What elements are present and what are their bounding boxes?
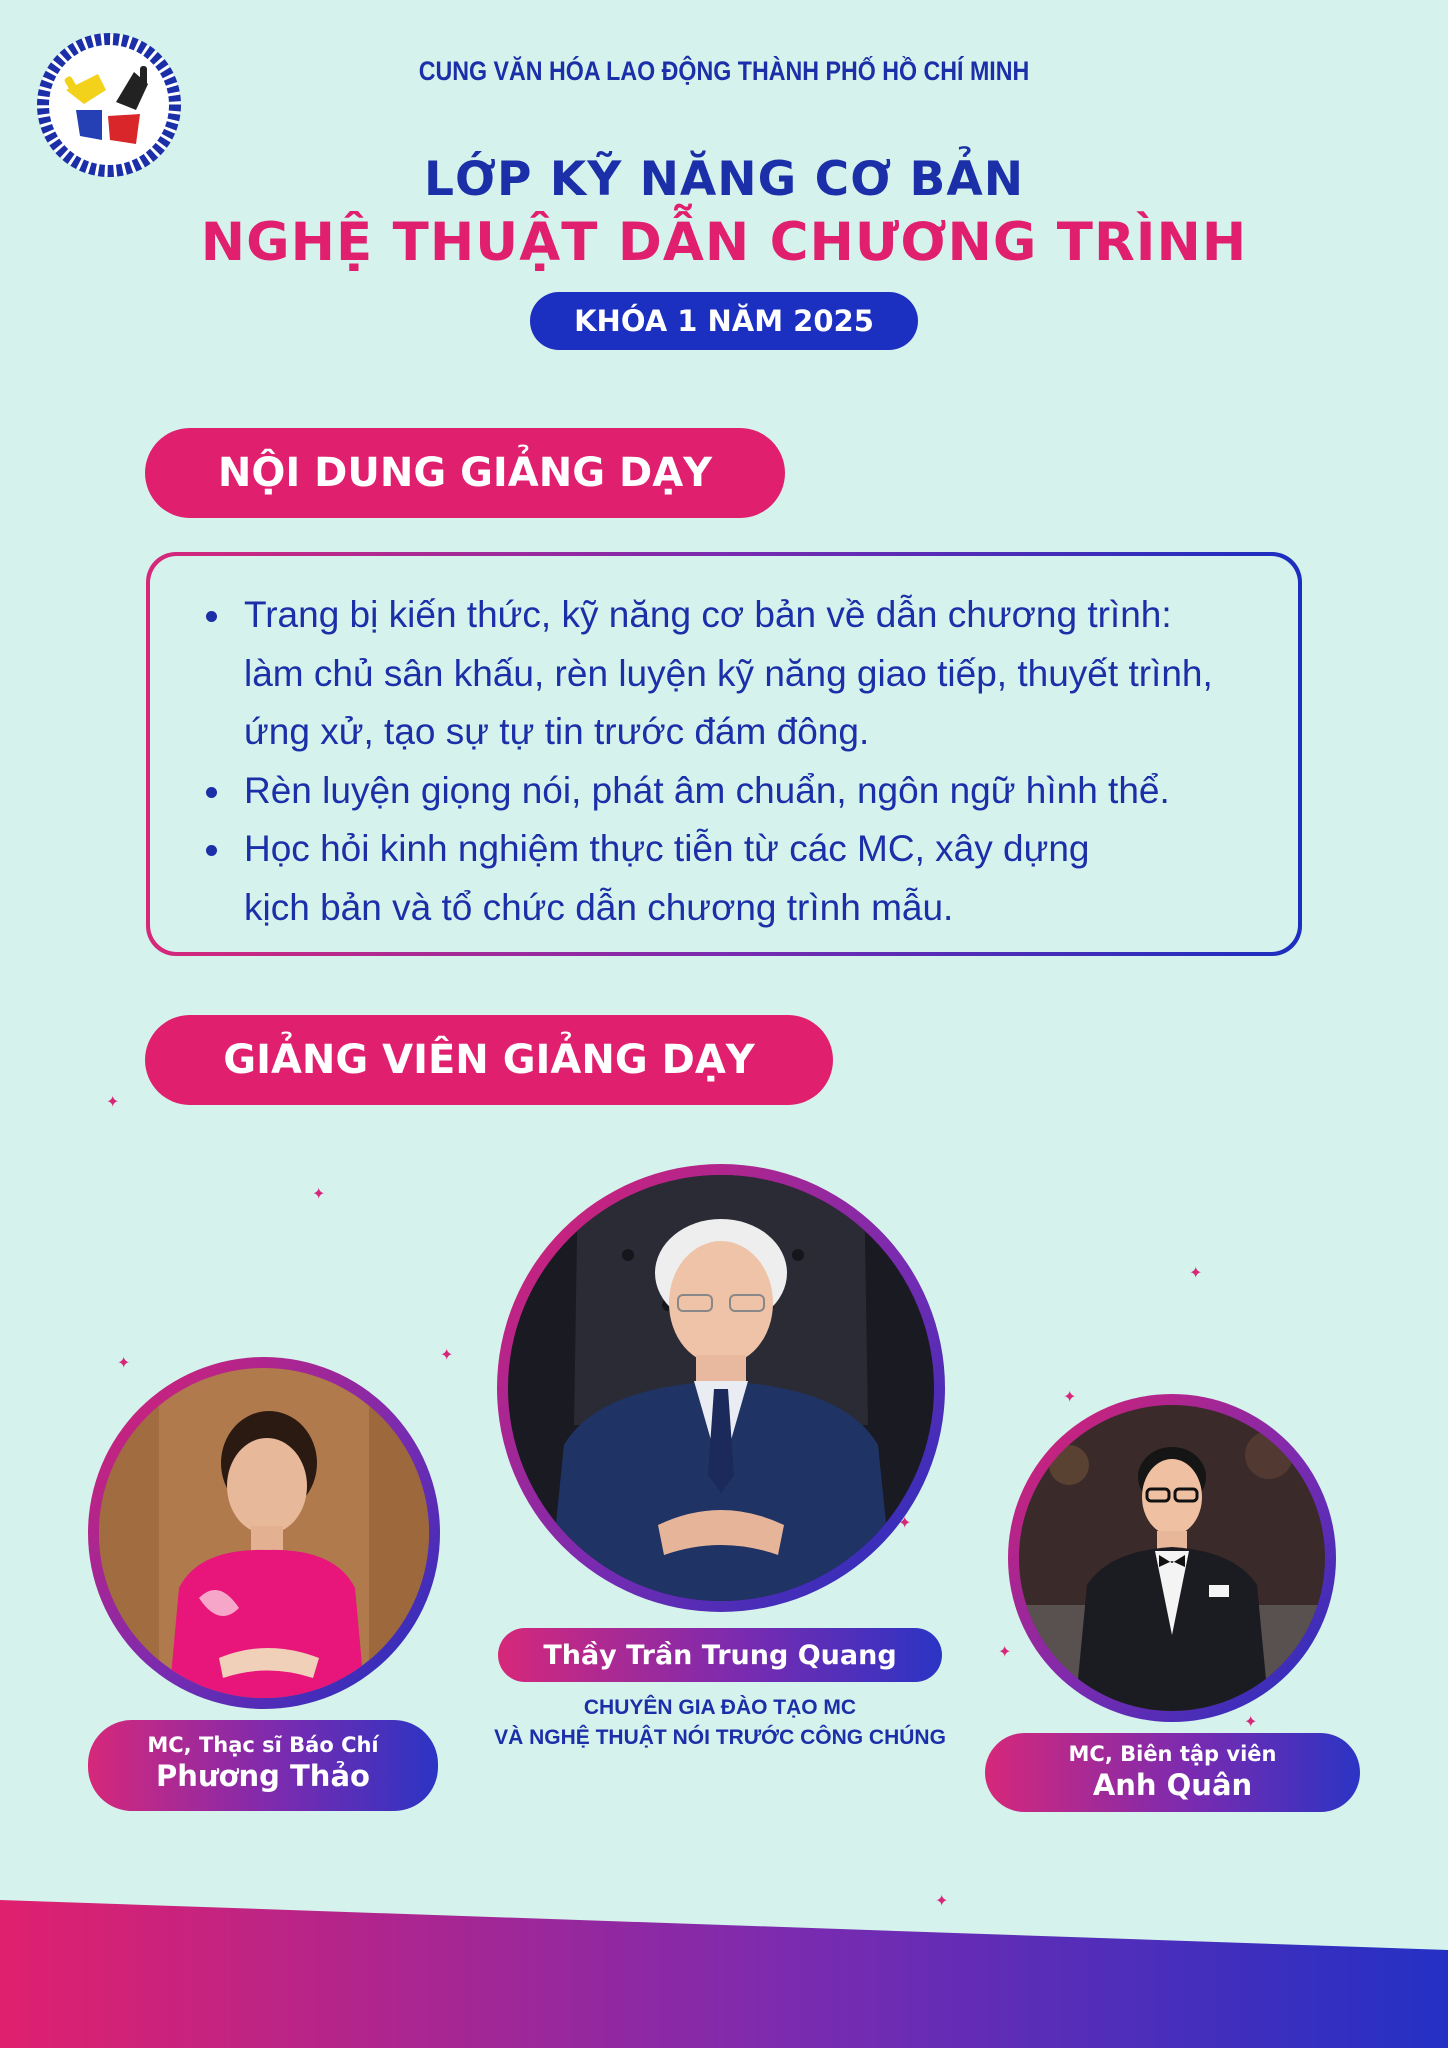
course-title-line1: LỚP KỸ NĂNG CƠ BẢN — [423, 152, 1025, 207]
sparkle-icon: ✦ — [1189, 1265, 1203, 1282]
teacher-name-badge-anh-quan — [985, 1733, 1360, 1812]
organization-name: CUNG VĂN HÓA LAO ĐỘNG THÀNH PHỐ HỒ CHÍ MINH — [418, 56, 1030, 86]
sparkle-icon: ✦ — [898, 1515, 912, 1532]
teacher-portrait-anh-quan — [1008, 1394, 1336, 1722]
sparkle-icon: ✦ — [106, 1094, 120, 1111]
teacher-title: MC, Thạc sĩ Báo Chí — [147, 1733, 379, 1757]
teacher-caption: CHUYÊN GIA ĐÀO TẠO MC VÀ NGHỆ THUẬT NÓI TRƯỚC CÔNG CHÚNG — [494, 1696, 946, 1749]
footer-gradient-band — [0, 1880, 1448, 2048]
list-item: Rèn luyện giọng nói, phát âm chuẩn, ngôn ngữ hình thể. — [204, 762, 1258, 821]
teacher-portrait-phuong-thao — [88, 1357, 440, 1709]
course-badge: KHÓA 1 NĂM 2025 — [530, 292, 918, 350]
teacher-name-badge-tran-trung-quang — [498, 1628, 942, 1682]
sparkle-icon: ✦ — [1244, 1714, 1258, 1731]
teacher-portrait-tran-trung-quang — [497, 1164, 945, 1612]
sparkle-icon: ✦ — [998, 1644, 1012, 1661]
teacher-name: Anh Quân — [1092, 1768, 1253, 1802]
teacher-name-badge-phuong-thao — [88, 1720, 438, 1811]
course-title-line2: NGHỆ THUẬT DẪN CHƯƠNG TRÌNH — [200, 212, 1248, 273]
teacher-name: Thầy Trần Trung Quang — [543, 1639, 897, 1671]
list-item: Trang bị kiến thức, kỹ năng cơ bản về dẫn chương trình: làm chủ sân khấu, rèn luyện kỹ năng giao tiếp, thuyết trình, ứng xử, tạo sự tự tin trước đám đông. — [204, 586, 1258, 762]
section-heading-teachers: GIẢNG VIÊN GIẢNG DẠY — [145, 1015, 833, 1105]
teacher-title: MC, Biên tập viên — [1068, 1742, 1277, 1766]
portrait-woman-icon — [99, 1368, 429, 1698]
sparkle-icon: ✦ — [935, 1893, 949, 1910]
content-box — [146, 552, 1302, 956]
sparkle-icon: ✦ — [117, 1355, 131, 1372]
content-bullet-list — [204, 586, 1258, 937]
teacher-name: Phương Thảo — [156, 1759, 370, 1793]
list-item: Học hỏi kinh nghiệm thực tiễn từ các MC, xây dựng kịch bản và tổ chức dẫn chương trình mẫu. — [204, 820, 1258, 937]
portrait-man-suit-icon — [508, 1175, 934, 1601]
sparkle-icon: ✦ — [312, 1186, 326, 1203]
section-heading-content: NỘI DUNG GIẢNG DẠY — [145, 428, 785, 518]
sparkle-icon: ✦ — [440, 1347, 454, 1364]
portrait-man-tuxedo-icon — [1019, 1405, 1325, 1711]
sparkle-icon: ✦ — [1063, 1389, 1077, 1406]
